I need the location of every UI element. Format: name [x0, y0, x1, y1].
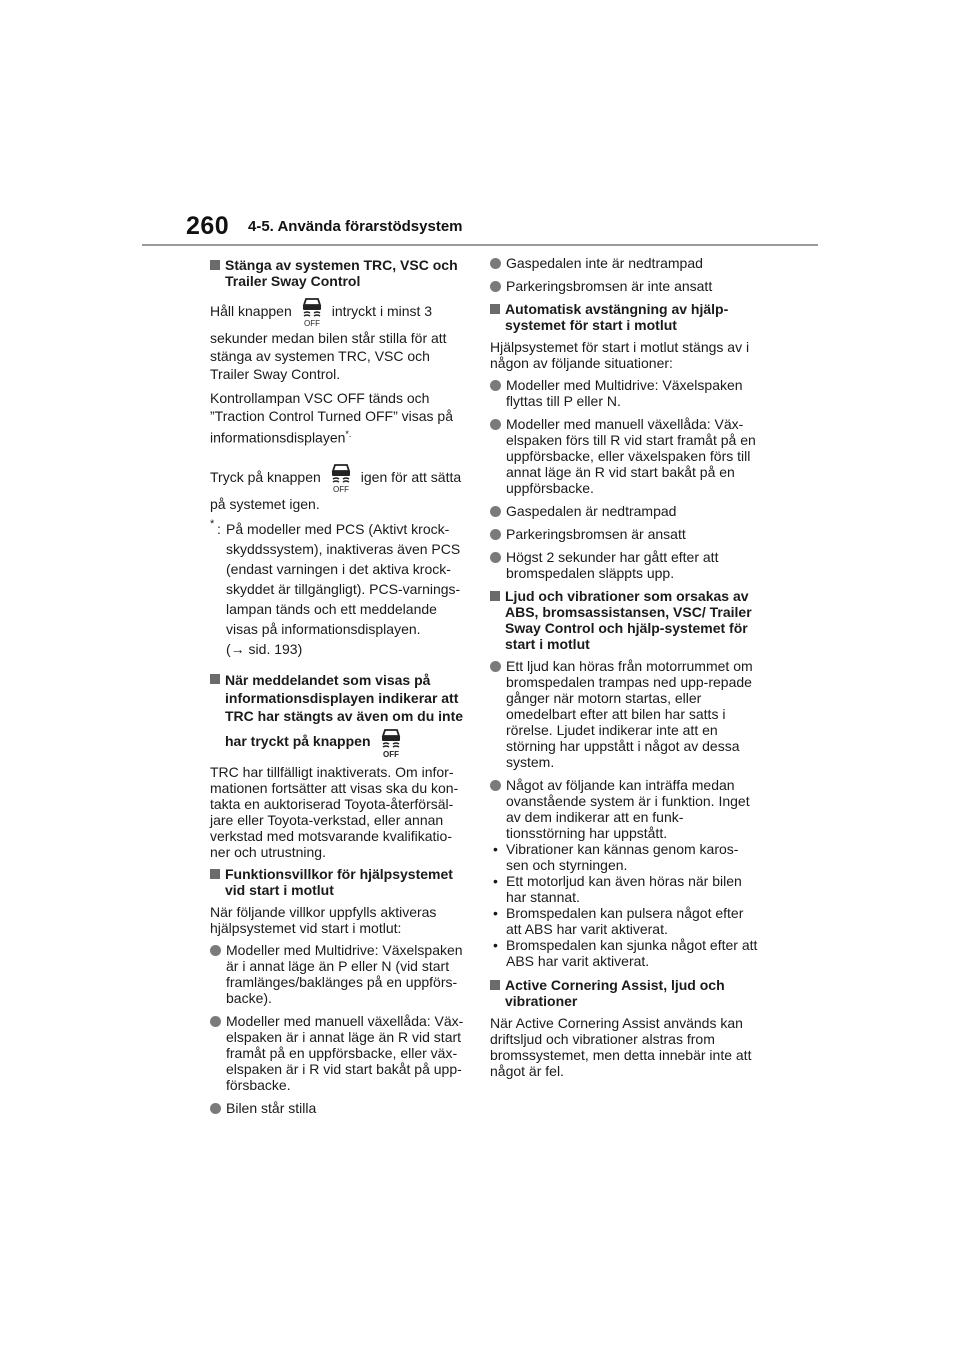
paragraph-hold-button: Håll knappen OFF intryckt i minst 3 sekunder medan bilen står stilla för att stänga av systemen TRC, VSC och Trailer Sway Control. — [210, 295, 470, 383]
left-column — [210, 255, 470, 1123]
list-item: Modeller med Multidrive: Växelspaken är i annat läge än P eller N (vid start framlänges/baklänges på en uppförs-backe). — [210, 942, 470, 1006]
heading-square-icon — [490, 591, 500, 601]
right-column — [490, 255, 758, 1085]
bullet-icon — [490, 380, 501, 391]
bullet-icon — [490, 780, 501, 791]
heading-square-icon — [490, 304, 500, 314]
svg-text:OFF: OFF — [382, 749, 399, 758]
heading-trc-message: När meddelandet som visas på informationsdisplayen indikerar att TRC har stängts av även om du inte har tryckt på knappen OFF — [210, 671, 470, 757]
list-item: Ett ljud kan höras från motorrummet om bromspedalen trampas ned upp-repade gånger när motorn startas, eller omedelbart efter att bilen har satts i rörelse. Ljudet indikerar inte att en störning har uppstått i något av dessa system. — [490, 658, 758, 770]
page-number: 260 — [186, 212, 230, 240]
list-item: Modeller med manuell växellåda: Väx-elspaken är i annat läge än R vid start framåt på en uppförsbacke, eller väx-elspaken är i R vid start bakåt på upp-försbacke. — [210, 1013, 470, 1093]
svg-text:OFF: OFF — [303, 319, 320, 328]
paragraph-shutoff: Hjälpsystemet för start i motlut stängs av i någon av följande situationer: — [490, 339, 750, 371]
bullet-icon — [490, 258, 501, 269]
vsc-off-icon — [377, 728, 405, 758]
bullet-icon — [490, 281, 501, 292]
page-reference: (→ sid. 193) — [226, 641, 303, 658]
dash-item: • Vibrationer kan kännas genom karos-sen och styrningen. — [493, 841, 739, 873]
bullet-icon — [490, 506, 501, 517]
list-item: Bilen står stilla — [210, 1100, 470, 1116]
header-rule — [142, 244, 818, 246]
list-item: Gaspedalen är nedtrampad — [490, 503, 758, 519]
list-item: Gaspedalen inte är nedtrampad — [490, 255, 758, 271]
bullet-icon — [490, 419, 501, 430]
heading-square-icon — [210, 869, 220, 879]
list-item: Något av följande kan inträffa medan ovanstående system är i funktion. Inget av dem indikerar att en funk-tionsstörning har uppstått. — [490, 777, 758, 841]
dash-item: • Ett motorljud kan även höras när bilen har stannat. — [493, 873, 742, 905]
heading-square-icon — [490, 980, 500, 990]
heading-noise-vibration: Ljud och vibrationer som orsakas av ABS, bromsassistansen, VSC/ Trailer Sway Control och hjälp-systemet för start i motlut — [490, 588, 758, 652]
paragraph-active-cornering: När Active Cornering Assist används kan driftsljud och vibrationer alstras from bromssystemet, men detta innebär inte att något är fel. — [490, 1015, 752, 1079]
vsc-off-icon — [298, 297, 326, 327]
paragraph-conditions: När följande villkor uppfylls aktiveras hjälpsystemet vid start i motlut: — [210, 903, 437, 936]
list-item: Högst 2 sekunder har gått efter att bromspedalen släppts upp. — [490, 549, 758, 581]
footnote: * : På modeller med PCS (Aktivt krock-skyddssystem), inaktiveras även PCS (endast varningen i det aktiva krock-skyddet är tillgängligt). PCS-varnings-lampan tänds och ett meddelande visas på informationsdisplayen. (→ sid. 193) — [210, 518, 461, 658]
bullet-icon — [210, 945, 221, 956]
svg-text:OFF: OFF — [332, 485, 349, 494]
vsc-off-icon — [327, 463, 355, 493]
list-item: Modeller med manuell växellåda: Väx-elspaken förs till R vid start framåt på en uppförsbacke, eller växelspaken förs till annat läge än R vid start bakåt på en uppförsbacke. — [490, 416, 758, 496]
heading-hill-start-conditions: Funktionsvillkor för hjälpsystemet vid start i motlut — [210, 866, 470, 898]
heading-active-cornering: Active Cornering Assist, ljud och vibrationer — [490, 977, 758, 1009]
section-title: 4-5. Använda förarstödsystem — [248, 218, 463, 235]
paragraph-trc-temporary: TRC har tillfälligt inaktiverats. Om infor-mationen fortsätter att visas ska du kon-takta en auktoriserad Toyota-återförsäl-jare eller Toyota-verkstad, eller annan verkstad med motsvarande kvalifikatio-ner och utrustning. — [210, 763, 459, 860]
page-header — [0, 0, 960, 250]
heading-disable-systems: Stänga av systemen TRC, VSC och Trailer Sway Control — [210, 257, 470, 289]
bullet-icon — [490, 661, 501, 672]
list-item: Modeller med Multidrive: Växelspaken flyttas till P eller N. — [490, 377, 758, 409]
heading-square-icon — [210, 674, 220, 684]
heading-auto-shutoff: Automatisk avstängning av hjälp-systemet för start i motlut — [490, 301, 758, 333]
bullet-icon — [210, 1016, 221, 1027]
bullet-icon — [490, 552, 501, 563]
list-item: Parkeringsbromsen är ansatt — [490, 526, 758, 542]
dash-item: • Bromspedalen kan pulsera något efter att ABS har varit aktiverat. — [493, 905, 744, 937]
bullet-icon — [210, 1103, 221, 1114]
dash-item: • Bromspedalen kan sjunka något efter att ABS har varit aktiverat. — [493, 937, 758, 969]
paragraph-press-again: Tryck på knappen OFF igen för att sätta på systemet igen. — [210, 461, 470, 513]
list-item: Parkeringsbromsen är inte ansatt — [490, 278, 758, 294]
heading-square-icon — [210, 260, 220, 270]
bullet-icon — [490, 529, 501, 540]
paragraph-indicator: Kontrollampan VSC OFF tänds och ”Traction Control Turned OFF” visas på informationsdisplayen*. — [210, 390, 454, 446]
